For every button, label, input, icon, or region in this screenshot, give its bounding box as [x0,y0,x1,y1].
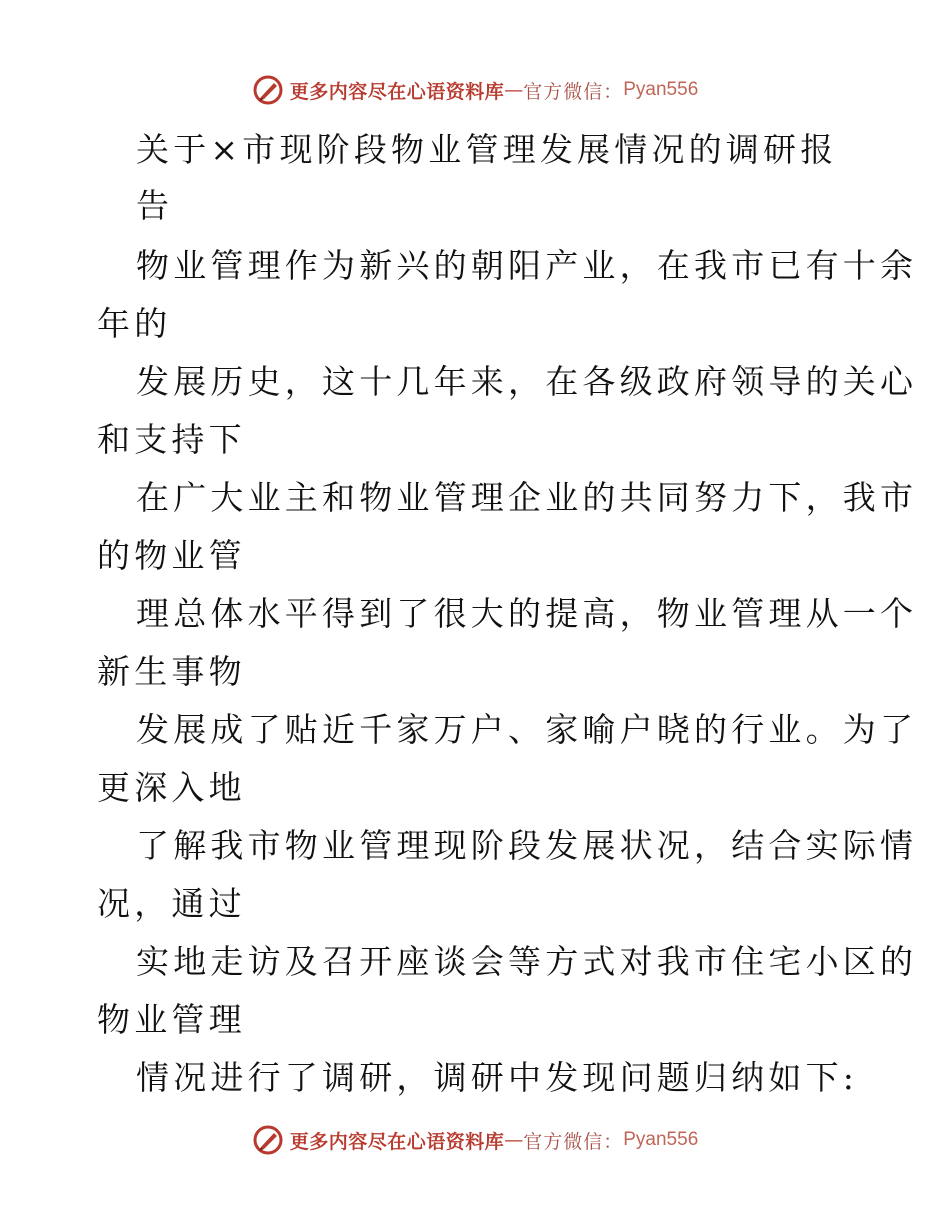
header-watermark [0,70,950,110]
watermark-wechat-id: Pyan556 [623,79,699,100]
document-title-line-2: 告 [136,186,174,225]
paragraph-line: 物业管理 [97,1000,246,1039]
paragraph-line: 情况进行了调研，调研中发现问题归纳如下: [136,1058,859,1097]
paragraph-line: 物业管理作为新兴的朝阳产业，在我市已有十余 [136,246,918,285]
pen-logo-icon [252,74,284,106]
document-title-line-1: 关于×市现阶段物业管理发展情况的调研报 [136,130,838,169]
watermark-text: 更多内容尽在心语资料库 [289,1130,505,1153]
paragraph-line: 在广大业主和物业管理企业的共同努力下，我市 [136,478,918,517]
footer-watermark [0,1120,950,1160]
paragraph-line: 了解我市物业管理现阶段发展状况，结合实际情 [136,826,918,865]
paragraph-line: 年的 [97,304,172,343]
watermark-official-label: 官方微信： [523,80,624,103]
paragraph-line: 新生事物 [97,652,246,691]
paragraph-line: 发展成了贴近千家万户、家喻户晓的行业。为了 [136,710,918,749]
paragraph-line: 和支持下 [97,420,246,459]
watermark-official-label: 官方微信： [523,1130,624,1153]
paragraph-line: 更深入地 [97,768,246,807]
paragraph-line: 的物业管 [97,536,246,575]
paragraph-line: 况，通过 [97,884,246,923]
paragraph-line: 发展历史，这十几年来，在各级政府领导的关心 [136,362,918,401]
watermark-dash: — [504,79,524,101]
watermark-wechat-id: Pyan556 [623,1129,699,1150]
pen-logo-icon [252,1124,284,1156]
watermark-text: 更多内容尽在心语资料库 [289,80,505,103]
watermark-dash: — [504,1129,524,1151]
paragraph-line: 理总体水平得到了很大的提高，物业管理从一个 [136,594,918,633]
paragraph-line: 实地走访及召开座谈会等方式对我市住宅小区的 [136,942,918,981]
